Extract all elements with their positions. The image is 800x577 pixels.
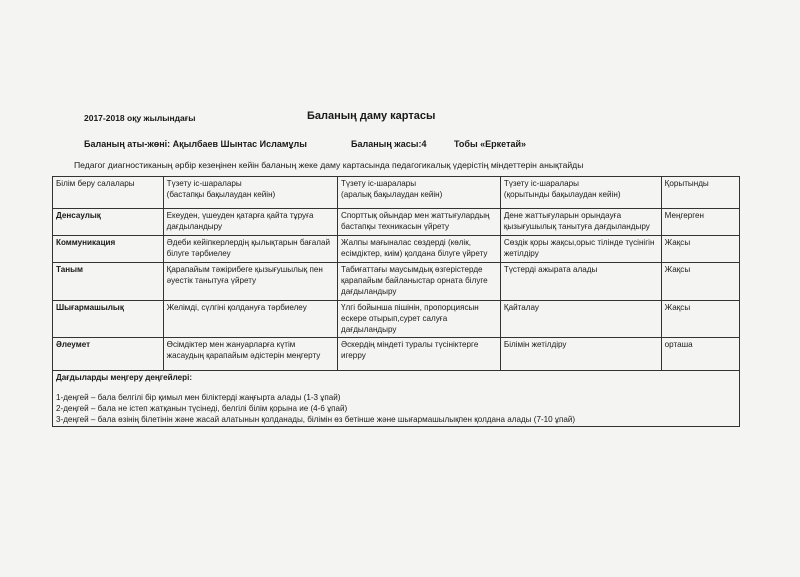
area-cell: Әлеумет bbox=[53, 338, 164, 371]
child-name: Баланың аты-жөні: Ақылбаев Шынтас Исламұлы bbox=[84, 139, 307, 149]
table-row bbox=[53, 236, 740, 263]
header-cell-final: Түзету іс-шаралары (қорытынды бақылаудан кейін) bbox=[500, 177, 661, 209]
final-cell: Қайталау bbox=[500, 301, 661, 338]
final-cell: Сөздік қоры жақсы,орыс тілінде түсінігін жетілдіру bbox=[500, 236, 661, 263]
table-row bbox=[53, 301, 740, 338]
intermediate-cell: Спорттық ойындар мен жаттығулардың бастапқы техникасын үйрету bbox=[338, 209, 501, 236]
area-cell: Коммуникация bbox=[53, 236, 164, 263]
page-title: Баланың даму картасы bbox=[307, 110, 436, 122]
level-item: 3-деңгей – бала өзінің білетінін және жасай алатынын қолданады, білімін өз бетінше және шығармашылықпен қолдана алады (7-10 ұпай) bbox=[56, 415, 576, 424]
table-row bbox=[53, 263, 740, 301]
child-group: Тобы «Еркетай» bbox=[454, 139, 527, 149]
levels-title: Дағдыларды меңгеру деңгейлері: bbox=[56, 373, 193, 382]
levels-cell bbox=[53, 371, 740, 427]
development-table bbox=[52, 176, 740, 427]
final-cell: Түстерді ажырата алады bbox=[500, 263, 661, 301]
table-header-row bbox=[53, 177, 740, 209]
table-row bbox=[53, 338, 740, 371]
initial-cell: Желімді, сүлгіні қолдануға тәрбиелеу bbox=[163, 301, 337, 338]
child-age: Баланың жасы:4 bbox=[351, 139, 427, 149]
level-item: 2-деңгей – бала не істеп жатқанын түсінеді, белгілі білім қорына ие (4-6 ұпай) bbox=[56, 404, 348, 413]
header-cell-intermediate: Түзету іс-шаралары (аралық бақылаудан кейін) bbox=[338, 177, 501, 209]
area-cell: Шығармашылық bbox=[53, 301, 164, 338]
header-cell-area: Білім беру салалары bbox=[53, 177, 164, 209]
area-cell: Таным bbox=[53, 263, 164, 301]
table-row bbox=[53, 209, 740, 236]
area-cell: Денсаулық bbox=[53, 209, 164, 236]
intermediate-cell: Жалпы мағыналас сөздерді (көлік, есімдіктер, киім) қолдана білуге үйрету bbox=[338, 236, 501, 263]
initial-cell: Екеуден, үшеуден қатарға қайта тұруға дағдыландыру bbox=[163, 209, 337, 236]
initial-cell: Өсімдіктер мен жануарларға күтім жасаудың қарапайым әдістерін меңгерту bbox=[163, 338, 337, 371]
result-cell: Жақсы bbox=[661, 236, 739, 263]
intermediate-cell: Үлгі бойынша пішінін, пропорциясын ескере отырып,сурет салуға дағдыландыру bbox=[338, 301, 501, 338]
header-cell-initial: Түзету іс-шаралары (бастапқы бақылаудан кейін) bbox=[163, 177, 337, 209]
result-cell: орташа bbox=[661, 338, 739, 371]
level-item: 1-деңгей – бала белгілі бір қимыл мен біліктерді жаңғырта алады (1-3 ұпай) bbox=[56, 393, 341, 402]
intermediate-cell: Табиғаттағы маусымдық өзгерістерде қарапайым байланыстар орната білуге дағдыландыру bbox=[338, 263, 501, 301]
final-cell: Дене жаттығуларын орындауға қызығушылық танытуға дағдыландыру bbox=[500, 209, 661, 236]
result-cell: Жақсы bbox=[661, 301, 739, 338]
initial-cell: Әдеби кейіпкерлердің қылықтарын бағалай білуге тәрбиелеу bbox=[163, 236, 337, 263]
initial-cell: Қарапайым тәжірибеге қызығушылық пен әуестік танытуға үйрету bbox=[163, 263, 337, 301]
result-cell: Жақсы bbox=[661, 263, 739, 301]
intro-text: Педагог диагностиканың әрбір кезеңінен кейін баланың жеке даму картасында педагогикалық үдерістің міндеттерін анықтайды bbox=[74, 160, 584, 170]
school-year: 2017-2018 оқу жылындағы bbox=[84, 113, 196, 123]
intermediate-cell: Әскердің міндеті туралы түсініктерге игерру bbox=[338, 338, 501, 371]
result-cell: Меңгерген bbox=[661, 209, 739, 236]
levels-row bbox=[53, 371, 740, 427]
final-cell: Білімін жетілдіру bbox=[500, 338, 661, 371]
header-cell-result: Қорытынды bbox=[661, 177, 739, 209]
